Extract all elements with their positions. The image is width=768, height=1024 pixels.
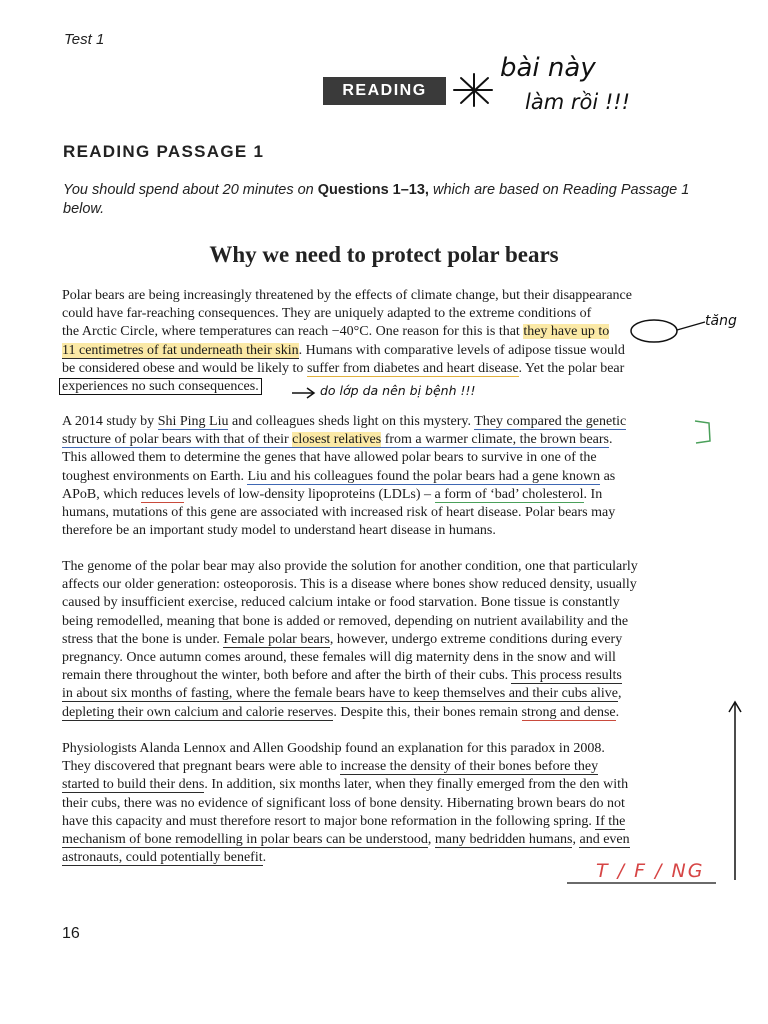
underline: in about six months of fasting bbox=[62, 686, 229, 702]
para4-text: have this capacity and must therefore resort to major bone reformation in the following spring. bbox=[62, 813, 596, 829]
para4-text: . In addition, six months later, when they finally emerged from the den with bbox=[204, 777, 629, 793]
para3-text: , however, undergo extreme conditions during every bbox=[329, 631, 623, 647]
highlight: they have up to bbox=[523, 324, 610, 340]
para1-text: . Humans with comparative levels of adipose tissue would bbox=[298, 342, 625, 358]
para1-line: Polar bears are being increasingly threatened by the effects of climate change, but their disappearance bbox=[62, 288, 632, 303]
para3-text: , bbox=[617, 686, 622, 702]
highlight: closest relatives bbox=[292, 432, 382, 448]
handwritten-note-lam: làm rồi !!! bbox=[525, 90, 631, 114]
reading-badge: READING bbox=[323, 77, 446, 105]
para1-text: be considered obese and would be likely to bbox=[62, 360, 307, 376]
underline: This process results bbox=[511, 668, 622, 684]
boxed-text: experiences no such consequences. bbox=[59, 378, 262, 395]
underline: strong and dense bbox=[521, 704, 616, 720]
para2-text: . In bbox=[583, 486, 603, 502]
instructions-questions: Questions 1–13, bbox=[317, 182, 429, 198]
para4-text: They discovered that pregnant bears were able to bbox=[62, 759, 341, 775]
connector-line bbox=[677, 322, 705, 330]
para2-text: APoB, which bbox=[62, 486, 141, 502]
handwritten-note-do: do lớp da nên bị bệnh !!! bbox=[320, 383, 476, 398]
para1-text: . Yet the polar bear bbox=[518, 360, 625, 376]
underline: mechanism of bone remodelling in polar bears can be understood bbox=[62, 832, 428, 848]
para4-text: , bbox=[427, 832, 435, 848]
underline: suffer from diabetes and heart disease bbox=[306, 360, 519, 376]
passage-heading: READING PASSAGE 1 bbox=[63, 142, 265, 161]
para2-line: This allowed them to determine the genes that have allowed polar bears to survive in one of the bbox=[62, 450, 597, 466]
underline: They compared the genetic bbox=[474, 414, 627, 429]
highlight: 11 centimetres of fat underneath their skin bbox=[62, 342, 299, 358]
para3-line: caused by insufficient exercise, reduced calcium intake or food starvation. Bone tissue is constantly bbox=[62, 595, 620, 611]
para2-text: and colleagues sheds light on this mystery. bbox=[228, 414, 475, 429]
underline: polar bears bbox=[129, 432, 192, 448]
para4-text: . bbox=[262, 850, 267, 866]
para2-text: . bbox=[609, 432, 613, 448]
passage-title: Why we need to protect polar bears bbox=[209, 242, 559, 267]
underline: Shi Ping Liu bbox=[157, 414, 229, 429]
underline: astronauts, could potentially benefit bbox=[62, 850, 263, 866]
underline: from a warmer climate, the brown bears bbox=[381, 432, 609, 448]
underline: a form of ‘bad’ cholesterol bbox=[434, 486, 584, 502]
para3-line: The genome of the polar bear may also provide the solution for another condition, one that particularly bbox=[62, 559, 638, 574]
underline: Liu and his colleagues found the polar bears had a gene known bbox=[247, 468, 601, 484]
underline: Female polar bears bbox=[223, 631, 330, 647]
underline: , where the female bears have to keep themselves and their cubs alive bbox=[228, 686, 618, 702]
para3-text: remain there throughout the winter, both before and after the birth of their cubs. bbox=[62, 668, 512, 684]
para2-line: humans, mutations of this gene are associated with increased risk of heart disease. Polar bears may bbox=[62, 505, 616, 521]
para3-line: being remodelled, meaning that bone is added or removed, depending on nutrient availability and the bbox=[62, 613, 629, 629]
para2-line: therefore be an important study model to understand heart disease in humans. bbox=[62, 523, 496, 539]
arrow-up-icon bbox=[729, 702, 741, 880]
underline: reduces bbox=[140, 486, 184, 502]
test-label: Test 1 bbox=[64, 31, 105, 48]
red-note-tfng: T / F / NG bbox=[596, 860, 705, 882]
arrow-right-icon bbox=[292, 388, 314, 398]
underline: many bedridden humans bbox=[434, 832, 573, 848]
circle-mark bbox=[631, 320, 677, 342]
instructions-text: You should spend about 20 minutes on bbox=[63, 182, 318, 198]
para2-text: as bbox=[600, 468, 616, 484]
underline: structure of bbox=[62, 432, 130, 448]
para3-line: affects our older generation: osteoporosis. This is a disease where bones show reduced density, usually bbox=[62, 577, 637, 593]
bracket-mark bbox=[695, 421, 710, 443]
star-icon bbox=[454, 74, 492, 106]
para4-line: their cubs, there was no evidence of significant loss of bone density. Hibernating brown bears do not bbox=[62, 795, 625, 811]
para4-line: Physiologists Alanda Lennox and Allen Goodship found an explanation for this paradox in 2008. bbox=[62, 741, 605, 756]
para4-text: , bbox=[572, 832, 580, 848]
para2-text: A 2014 study by bbox=[62, 414, 158, 429]
page-number: 16 bbox=[62, 925, 80, 942]
underline: with that of their bbox=[191, 432, 293, 448]
underline: depleting their own calcium and calorie reserves bbox=[62, 704, 334, 720]
handwritten-note-tang: tăng bbox=[705, 313, 737, 329]
para3-text: stress that the bone is under. bbox=[62, 631, 224, 647]
para3-line: pregnancy. Once autumn comes around, these females will dig maternity dens in the snow and will bbox=[62, 650, 616, 666]
para2-text: toughest environments on Earth. bbox=[62, 468, 248, 484]
para1-line: could have far-reaching consequences. They are uniquely adapted to the extreme conditions of bbox=[62, 306, 592, 322]
underline: If the bbox=[595, 813, 626, 829]
underline: and even bbox=[579, 832, 630, 848]
underline: started to build their dens bbox=[62, 777, 205, 793]
handwritten-note-bao: bài này bbox=[500, 53, 596, 83]
para3-text: . bbox=[615, 704, 620, 720]
para2-text: levels of low-density lipoproteins (LDLs) – bbox=[183, 486, 435, 502]
para3-text: . Despite this, their bones remain bbox=[333, 704, 522, 720]
underline: increase the density of their bones before they bbox=[340, 759, 599, 775]
instructions-text-end: which are based on Reading Passage 1 below. bbox=[63, 182, 690, 217]
para1-text: the Arctic Circle, where temperatures can reach −40°C. One reason for this is that bbox=[62, 324, 524, 340]
